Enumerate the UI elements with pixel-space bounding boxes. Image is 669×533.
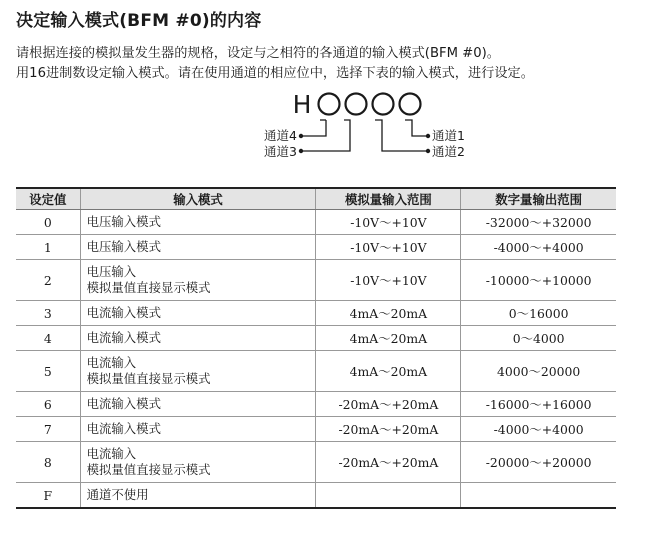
table-row	[16, 442, 616, 483]
table-row	[16, 417, 616, 442]
channel-digit-diagram	[0, 0, 669, 180]
digital-range: -4000～+4000	[461, 235, 616, 260]
input-mode: 电流输入 模拟量值直接显示模式	[80, 351, 316, 392]
digital-range: 4000～20000	[461, 351, 616, 392]
analog-range: -20mA～+20mA	[316, 392, 461, 417]
table-row	[16, 260, 616, 301]
digit-circle-channel2	[373, 94, 394, 115]
digital-range: 0～4000	[461, 326, 616, 351]
analog-range: 4mA～20mA	[316, 326, 461, 351]
header-setting-value: 设定值	[16, 188, 80, 210]
hex-prefix-letter: H	[292, 90, 312, 119]
table-row	[16, 392, 616, 417]
analog-range: 4mA～20mA	[316, 301, 461, 326]
setting-value: 3	[16, 301, 80, 326]
header-input-mode: 输入模式	[80, 188, 316, 210]
table-row	[16, 210, 616, 235]
table-row	[16, 326, 616, 351]
channel4-label: 通道4	[264, 128, 297, 143]
analog-range: -20mA～+20mA	[316, 442, 461, 483]
table-row	[16, 483, 616, 509]
table-row	[16, 301, 616, 326]
analog-range: -10V～+10V	[316, 235, 461, 260]
header-digital-range: 数字量输出范围	[461, 188, 616, 210]
digital-range: -16000～+16000	[461, 392, 616, 417]
setting-value: 5	[16, 351, 80, 392]
setting-value: 8	[16, 442, 80, 483]
digital-range: -20000～+20000	[461, 442, 616, 483]
table-header-row	[16, 188, 616, 210]
analog-range: -10V～+10V	[316, 260, 461, 301]
analog-range: 4mA～20mA	[316, 351, 461, 392]
input-mode: 电流输入模式	[80, 301, 316, 326]
input-mode: 电流输入模式	[80, 326, 316, 351]
setting-value: 6	[16, 392, 80, 417]
analog-range: -10V～+10V	[316, 210, 461, 235]
digital-range: -4000～+4000	[461, 417, 616, 442]
input-mode-table	[16, 187, 616, 509]
input-mode: 电压输入模式	[80, 210, 316, 235]
channel3-label: 通道3	[264, 144, 297, 159]
header-analog-range: 模拟量输入范围	[316, 188, 461, 210]
digit-circle-channel4	[319, 94, 340, 115]
setting-value: 2	[16, 260, 80, 301]
channel2-label: 通道2	[432, 144, 465, 159]
input-mode: 电流输入模式	[80, 417, 316, 442]
table-row	[16, 235, 616, 260]
digital-range: -10000～+10000	[461, 260, 616, 301]
digit-circle-channel1	[400, 94, 421, 115]
input-mode: 电流输入模式	[80, 392, 316, 417]
setting-value: 0	[16, 210, 80, 235]
leader-line-channel1	[405, 120, 428, 136]
input-mode: 通道不使用	[80, 483, 316, 509]
input-mode: 电压输入模式	[80, 235, 316, 260]
input-mode: 电流输入 模拟量值直接显示模式	[80, 442, 316, 483]
digital-range: -32000～+32000	[461, 210, 616, 235]
table-row	[16, 351, 616, 392]
analog-range: -20mA～+20mA	[316, 417, 461, 442]
digital-range: 0～16000	[461, 301, 616, 326]
channel1-label: 通道1	[432, 128, 465, 143]
intro-paragraph-2: 用16进制数设定输入模式。请在使用通道的相应位中，选择下表的输入模式，进行设定。	[16, 66, 534, 81]
digit-circle-channel3	[346, 94, 367, 115]
setting-value: 7	[16, 417, 80, 442]
setting-value: F	[16, 483, 80, 509]
input-mode: 电压输入 模拟量值直接显示模式	[80, 260, 316, 301]
intro-paragraph-1: 请根据连接的模拟量发生器的规格，设定与之相符的各通道的输入模式(BFM #0)。	[16, 46, 500, 61]
setting-value: 4	[16, 326, 80, 351]
page-title: 决定输入模式(BFM #0)的内容	[16, 11, 262, 31]
digital-range	[461, 483, 616, 509]
analog-range	[316, 483, 461, 509]
setting-value: 1	[16, 235, 80, 260]
